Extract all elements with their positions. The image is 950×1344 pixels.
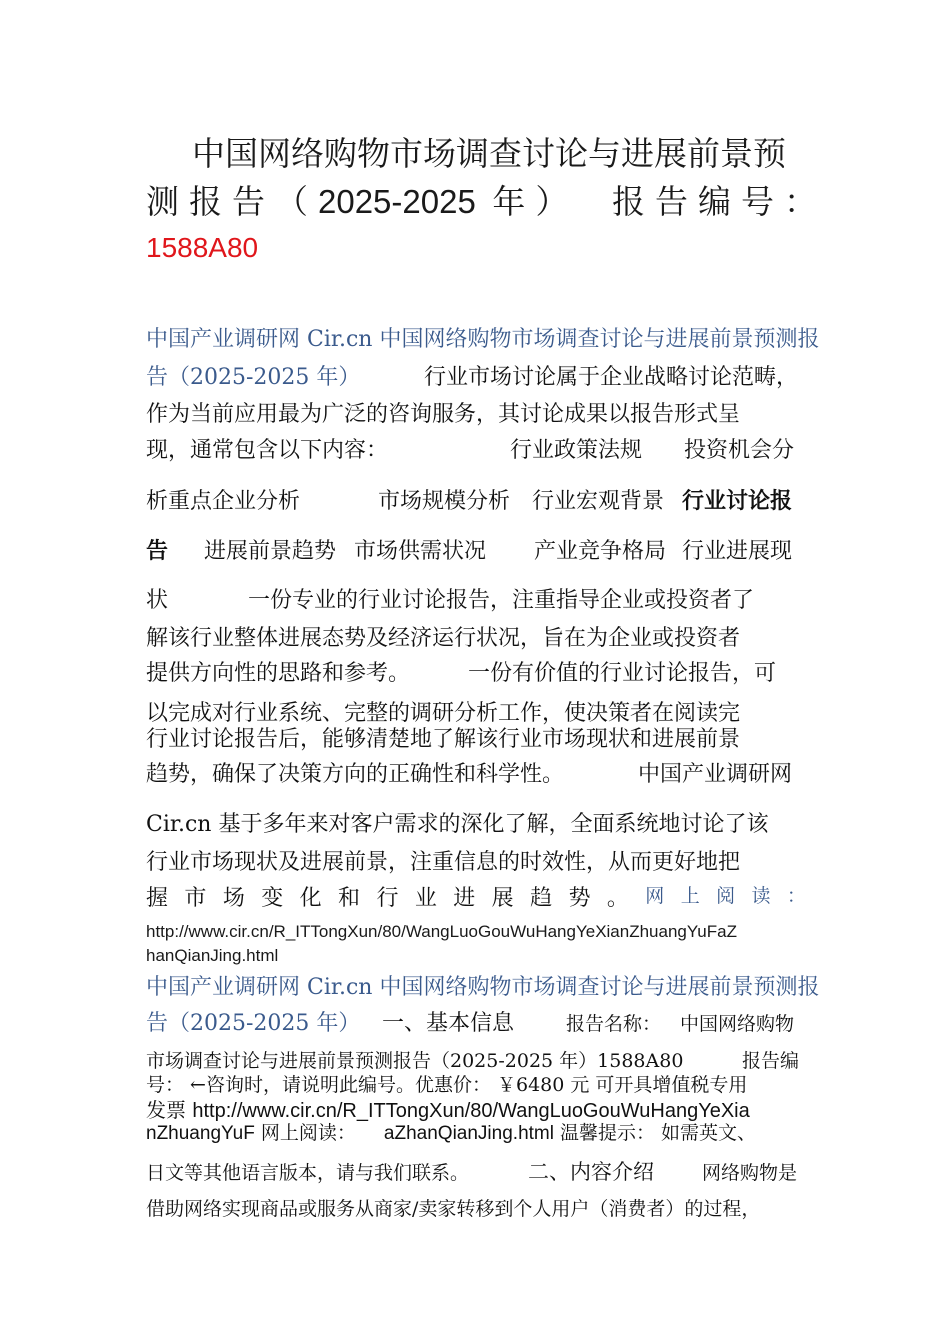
intro-text: 一份有价值的行业讨论报告，可 — [468, 661, 777, 686]
topic-supply-demand: 市场供需状况 — [354, 539, 487, 564]
justified-char: 化 — [299, 886, 322, 911]
intro-line-3: 作为当前应用最为广泛的咨询服务，其讨论成果以报告形式呈 — [146, 402, 741, 427]
intro-line-13: Cir.cn 基于多年来对客户需求的深化了解，全面系统地讨论了该 — [146, 812, 769, 837]
topic-market-size: 市场规模分析 — [378, 489, 511, 514]
intro-line-8: 解该行业整体进展态势及经济运行状况，旨在为企业或投资者 — [146, 626, 741, 651]
report-title-line-1: 中国网络购物市场调查讨论与进展前景预 — [192, 134, 786, 173]
invoice-label: 发票 — [146, 1098, 186, 1122]
intro-text: 趋势，确保了决策方向的正确性和科学性。 — [146, 762, 565, 787]
justified-char: 和 — [338, 886, 361, 911]
justified-char: 展 — [491, 886, 514, 911]
report-number-label-2: 报告编 — [742, 1050, 800, 1072]
justified-char: 势 — [568, 886, 591, 911]
language-note: 日文等其他语言版本，请与我们联系。 — [146, 1162, 470, 1184]
intro-text: 现，通常包含以下内容： — [146, 438, 389, 463]
intro-line-4 — [146, 433, 806, 464]
report-title-part: 年） — [492, 182, 579, 221]
intro-text: 一份专业的行业讨论报告，注重指导企业或投资者了 — [248, 588, 755, 613]
report-title-line-2 — [146, 176, 827, 223]
info-line-1: 中国产业调研网 Cir.cn 中国网络购物市场调查讨论与进展前景预测报 — [146, 975, 820, 1000]
justified-char: 握 — [146, 886, 169, 911]
info-url-link[interactable]: http://www.cir.cn/R_ITTongXun/80/WangLuoGouWuHangYeXia — [192, 1100, 750, 1122]
intro-line-9 — [146, 656, 806, 687]
info-years: 告（2025-2025 年） — [146, 1011, 361, 1036]
section-content-intro: 二、内容介绍 — [528, 1160, 654, 1184]
justified-char: 。 — [606, 886, 629, 911]
justified-char-blue: 阅 — [716, 885, 736, 907]
info-line-2 — [146, 1006, 806, 1037]
justified-char: 市 — [184, 886, 207, 911]
report-number-label: 报告编号： — [612, 182, 827, 221]
intro-line-11: 行业讨论报告后，能够清楚地了解该行业市场现状和进展前景 — [146, 727, 741, 752]
topic-industry-report: 行业讨论报 — [682, 488, 793, 514]
topic-competition: 产业竞争格局 — [534, 539, 667, 564]
intro-line-10: 以完成对行业系统、完整的调研分析工作，使决策者在阅读完 — [146, 701, 741, 726]
info-line-3 — [146, 1046, 806, 1073]
info-url-link-end[interactable]: aZhanQianJing.html — [383, 1123, 554, 1144]
info-line-7 — [146, 1158, 806, 1185]
justified-char: 业 — [414, 886, 437, 911]
report-name-cont: 市场调查讨论与进展前景预测报告（2025-2025 年）1588A80 — [146, 1050, 684, 1072]
intro-line-5 — [146, 484, 806, 515]
info-line-6 — [146, 1118, 806, 1145]
report-name-value: 中国网络购物 — [680, 1013, 795, 1035]
justified-char-blue: 读 — [751, 885, 771, 907]
topic-industry-report-end: 告 — [146, 538, 169, 564]
report-url-link[interactable]: http://www.cir.cn/R_ITTongXun/80/WangLuoGouWuHangYeXianZhuangYuFaZ — [146, 922, 737, 941]
intro-text: 行业市场讨论属于企业战略讨论范畴， — [424, 365, 799, 390]
justified-char: 变 — [261, 886, 284, 911]
intro-years: 告（2025-2025 年） — [146, 365, 361, 390]
info-url-link-cont[interactable]: nZhuangYuF — [146, 1123, 255, 1144]
intro-line-14: 行业市场现状及进展前景，注重信息的时效性，从而更好地把 — [146, 850, 741, 875]
intro-line-7 — [146, 583, 806, 614]
info-line-4: 号： ←咨询时，请说明此编号。优惠价： ￥6480 元 可开具增值税专用 — [146, 1074, 748, 1096]
intro-text: 中国产业调研网 — [638, 762, 793, 787]
topic-policy: 行业政策法规 — [510, 438, 643, 463]
report-title-part: 测报告（ — [146, 182, 318, 221]
justified-char: 趋 — [530, 886, 553, 911]
intro-line-2 — [146, 360, 806, 391]
topic-investment: 投资机会分 — [684, 438, 795, 463]
justified-char-blue: 网 — [645, 885, 665, 907]
intro-line-1: 中国产业调研网 Cir.cn 中国网络购物市场调查讨论与进展前景预测报 — [146, 327, 820, 352]
topic-enterprise: 析重点企业分析 — [146, 489, 301, 514]
intro-text: 提供方向性的思路和参考。 — [146, 661, 411, 686]
intro-line-6 — [146, 534, 806, 565]
justified-char-blue: 上 — [680, 885, 700, 907]
topic-status: 行业进展现 — [682, 539, 793, 564]
tips-text: 温馨提示： 如需英文、 — [560, 1122, 757, 1144]
justified-char: 行 — [376, 886, 399, 911]
content-text: 网络购物是 — [702, 1162, 798, 1184]
report-url-link-cont[interactable]: hanQianJing.html — [146, 946, 279, 965]
intro-line-12 — [146, 757, 806, 788]
report-name-label: 报告名称： — [566, 1013, 662, 1035]
justified-char: 场 — [222, 886, 245, 911]
justified-char: 进 — [453, 886, 476, 911]
topic-prospects: 进展前景趋势 — [204, 539, 337, 564]
topic-status-end: 状 — [146, 588, 169, 613]
intro-line-15 — [146, 881, 806, 912]
report-code: 1588A80 — [146, 232, 259, 263]
info-line-8: 借助网络实现商品或服务从商家/卖家转移到个人用户（消费者）的过程， — [146, 1198, 761, 1220]
topic-macro: 行业宏观背景 — [532, 489, 665, 514]
online-read-label: 网上阅读： — [260, 1122, 356, 1144]
section-basic-info: 一、基本信息 — [382, 1011, 515, 1036]
justified-char-blue: ： — [786, 885, 806, 907]
report-title-years: 2025-2025 — [318, 183, 476, 220]
